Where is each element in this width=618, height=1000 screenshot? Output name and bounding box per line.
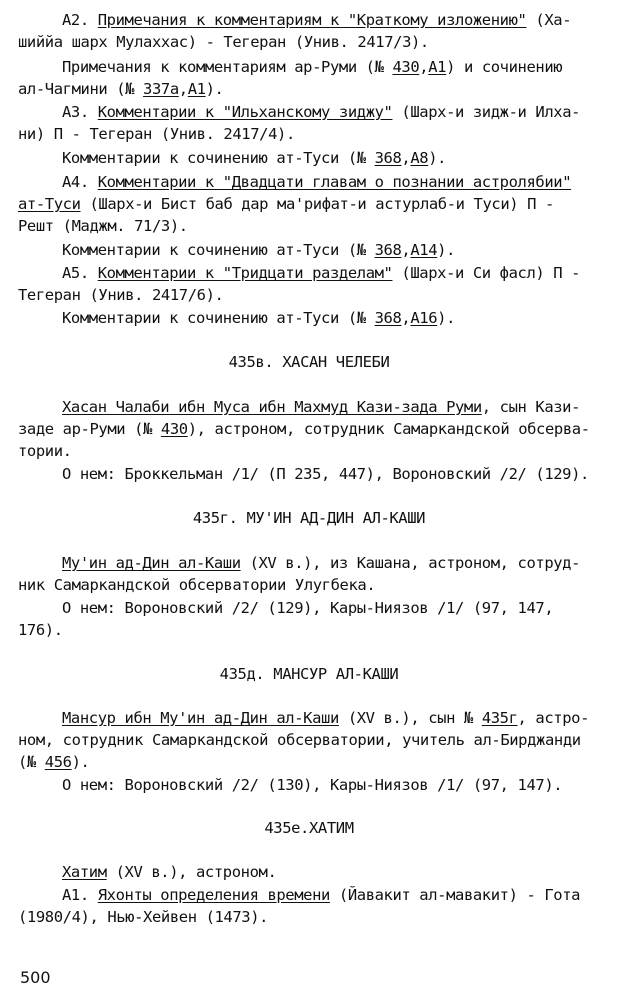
a2-line-4: ал-Чагмини (№ 337а,А1). (18, 80, 224, 98)
a4-title-cont: ат-Туси (18, 195, 81, 213)
ref-link: А1 (428, 58, 447, 76)
ref-link: А14 (410, 241, 438, 259)
a5-line-1: А5. Комментарии к "Тридцати разделам" (Шарх-и Си фасл) П - (62, 264, 581, 282)
s435e-line-1: Хатим (XV в.), астроном. (62, 863, 277, 881)
a2-line-2: шиййа шарх Мулаххас) - Тегеран (Унив. 2417/3). (18, 33, 429, 51)
ref-link: А1 (187, 80, 206, 98)
a3-line-2: ни) П - Тегеран (Унив. 2417/4). (18, 125, 295, 143)
ref-link: 368 (374, 149, 402, 167)
a4-line-3: Решт (Маджм. 71/3). (18, 217, 188, 235)
a4-line-1: А4. Комментарии к "Двадцати главам о познании астролябии" (62, 173, 572, 191)
a3-line-3: Комментарии к сочинению ат-Туси (№ 368,А8). (62, 149, 447, 167)
work-title: Яхонты определения времени (97, 886, 330, 904)
a3-line-1: А3. Комментарии к "Ильханскому зиджу" (Шарх-и зидж-и Илха- (62, 103, 581, 121)
page-number: 500 (20, 968, 51, 987)
s435d-line-2: ном, сотрудник Самаркандской обсерватории, учитель ал-Бирджанди (18, 731, 581, 749)
a4-line-2: ат-Туси (Шарх-и Бист баб дар ма'рифат-и астурлаб-и Туси) П - (18, 195, 554, 213)
a2-line-3: Примечания к комментариям ар-Руми (№ 430,А1) и сочинению (62, 58, 563, 76)
s435g-line-4: 176). (18, 621, 63, 639)
a4-line-4: Комментарии к сочинению ат-Туси (№ 368,А14). (62, 241, 456, 259)
s435v-line-1: Хасан Чалаби ибн Муса ибн Махмуд Кази-зада Руми, сын Кази- (62, 398, 581, 416)
s435e-line-2: А1. Яхонты определения времени (Йавакит ал-мавакит) - Гота (62, 886, 581, 904)
section-heading-435v: 435в. ХАСАН ЧЕЛЕБИ (228, 353, 390, 371)
ref-link: 456 (44, 753, 72, 771)
ref-link: 430 (160, 420, 188, 438)
a3-title: Комментарии к "Ильханскому зиджу" (97, 103, 393, 121)
s435v-line-3: тории. (18, 442, 72, 460)
s435d-line-4: О нем: Вороновский /2/ (130), Кары-Ниязов /1/ (97, 147). (62, 776, 563, 794)
s435v-line-2: заде ар-Руми (№ 430), астроном, сотрудник Самаркандской обсерва- (18, 420, 590, 438)
a5-line-3: Комментарии к сочинению ат-Туси (№ 368,А16). (62, 309, 456, 327)
s435e-line-3: (1980/4), Нью-Хейвен (1473). (18, 908, 269, 926)
section-heading-435e: 435е.ХАТИМ (264, 819, 354, 837)
section-heading-435g: 435г. МУ'ИН АД-ДИН АЛ-КАШИ (192, 509, 426, 527)
s435g-line-2: ник Самаркандской обсерватории Улугбека. (18, 576, 376, 594)
ref-link: А8 (410, 149, 429, 167)
s435g-line-1: Му'ин ад-Дин ал-Каши (XV в.), из Кашана, астроном, сотруд- (62, 554, 581, 572)
ref-link: 368 (374, 309, 402, 327)
ref-link: 368 (374, 241, 402, 259)
ref-link: 435г (481, 709, 518, 727)
s435g-line-3: О нем: Вороновский /2/ (129), Кары-Ниязов /1/ (97, 147, (62, 599, 554, 617)
ref-link: 337а (143, 80, 179, 98)
s435v-line-4: О нем: Броккельман /1/ (П 235, 447), Вороновский /2/ (129). (62, 465, 589, 483)
person-name: Му'ин ад-Дин ал-Каши (62, 554, 241, 572)
a5-title: Комментарии к "Тридцати разделам" (97, 264, 393, 282)
s435d-line-3: (№ 456). (18, 753, 90, 771)
a5-line-2: Тегеран (Унив. 2417/6). (18, 286, 224, 304)
person-name: Хасан Чалаби ибн Муса ибн Махмуд Кази-зада Руми (62, 398, 482, 416)
a2-title: Примечания к комментариям к "Краткому изложению" (97, 11, 527, 29)
ref-link: 430 (392, 58, 420, 76)
section-heading-435d: 435д. МАНСУР АЛ-КАШИ (219, 665, 399, 683)
a4-title: Комментарии к "Двадцати главам о познании астролябии" (97, 173, 572, 191)
ref-link: А16 (410, 309, 438, 327)
person-name: Хатим (62, 863, 107, 881)
person-name: Мансур ибн Му'ин ад-Дин ал-Каши (62, 709, 339, 727)
s435d-line-1: Мансур ибн Му'ин ад-Дин ал-Каши (XV в.), сын № 435г, астро- (62, 709, 590, 727)
a2-line-1: А2. Примечания к комментариям к "Краткому изложению" (Ха- (62, 11, 572, 29)
